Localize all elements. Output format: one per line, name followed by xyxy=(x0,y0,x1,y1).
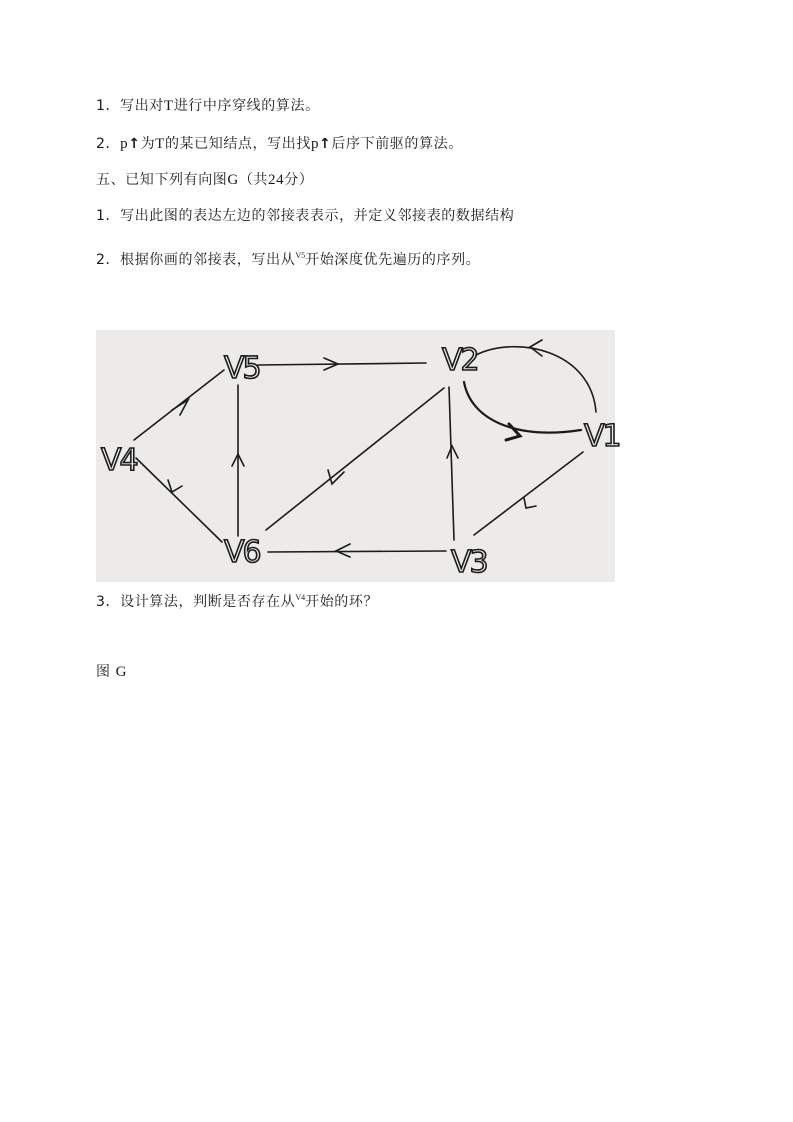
section-five-heading xyxy=(96,170,313,190)
text-segment: 后序下前驱的算法。 xyxy=(331,136,463,152)
text-segment: 开始的环？ xyxy=(305,594,379,610)
edge-v3-v6 xyxy=(268,551,446,552)
text-segment: 图 xyxy=(96,664,111,680)
text-segment: G xyxy=(227,172,239,188)
text-segment: p xyxy=(120,136,129,152)
node-label-v3: V3 xyxy=(451,545,487,580)
up-arrow-icon: ↑ xyxy=(128,136,141,152)
question-number: 2． xyxy=(96,136,121,152)
node-label-v5: V5 xyxy=(224,351,260,386)
text-segment: 五、已知下列有向图 xyxy=(96,172,228,188)
text-segment: 设计算法，判断是否存在从 xyxy=(120,594,296,610)
sub-question-3-line xyxy=(96,592,378,614)
text-segment: 写出对 xyxy=(120,98,164,114)
question-number: 2． xyxy=(96,252,121,268)
graph-drawing xyxy=(96,330,620,582)
text-segment: 24 xyxy=(268,172,285,188)
text-segment: 根据你画的邻接表，写出从 xyxy=(120,252,296,268)
text-segment: 分） xyxy=(284,172,314,188)
text-segment: 为 xyxy=(140,136,156,152)
vertex-symbol: V5 xyxy=(295,251,306,260)
node-label-v1: V1 xyxy=(584,419,620,454)
node-label-v6: V6 xyxy=(224,535,260,570)
text-segment: p xyxy=(310,136,320,152)
text-segment: （共 xyxy=(238,172,269,188)
question-1-line xyxy=(96,96,320,116)
node-label-v2: V2 xyxy=(442,343,478,378)
directed-graph-figure xyxy=(96,330,620,582)
text-segment: 开始深度优先遍历的序列。 xyxy=(305,252,481,268)
figure-caption xyxy=(96,662,127,682)
text-segment: 进行中序穿线的算法。 xyxy=(173,98,320,114)
up-arrow-icon: ↑ xyxy=(319,136,332,152)
text-segment: T xyxy=(163,98,174,114)
text-segment: 的某已知结点，写出找 xyxy=(164,136,311,152)
text-segment: 写出此图的表达左边的邻接表表示，并定义邻接表的数据结构 xyxy=(120,208,515,224)
question-2-line xyxy=(96,134,463,154)
sub-question-2-line xyxy=(96,250,480,272)
sub-question-1-line xyxy=(96,206,514,226)
question-number: 1． xyxy=(96,208,121,224)
question-number: 3． xyxy=(96,594,121,610)
text-segment: G xyxy=(115,664,128,680)
text-segment: T xyxy=(155,136,165,152)
question-number: 1． xyxy=(96,98,121,114)
vertex-symbol: V4 xyxy=(295,593,306,602)
node-label-v4: V4 xyxy=(101,443,137,478)
